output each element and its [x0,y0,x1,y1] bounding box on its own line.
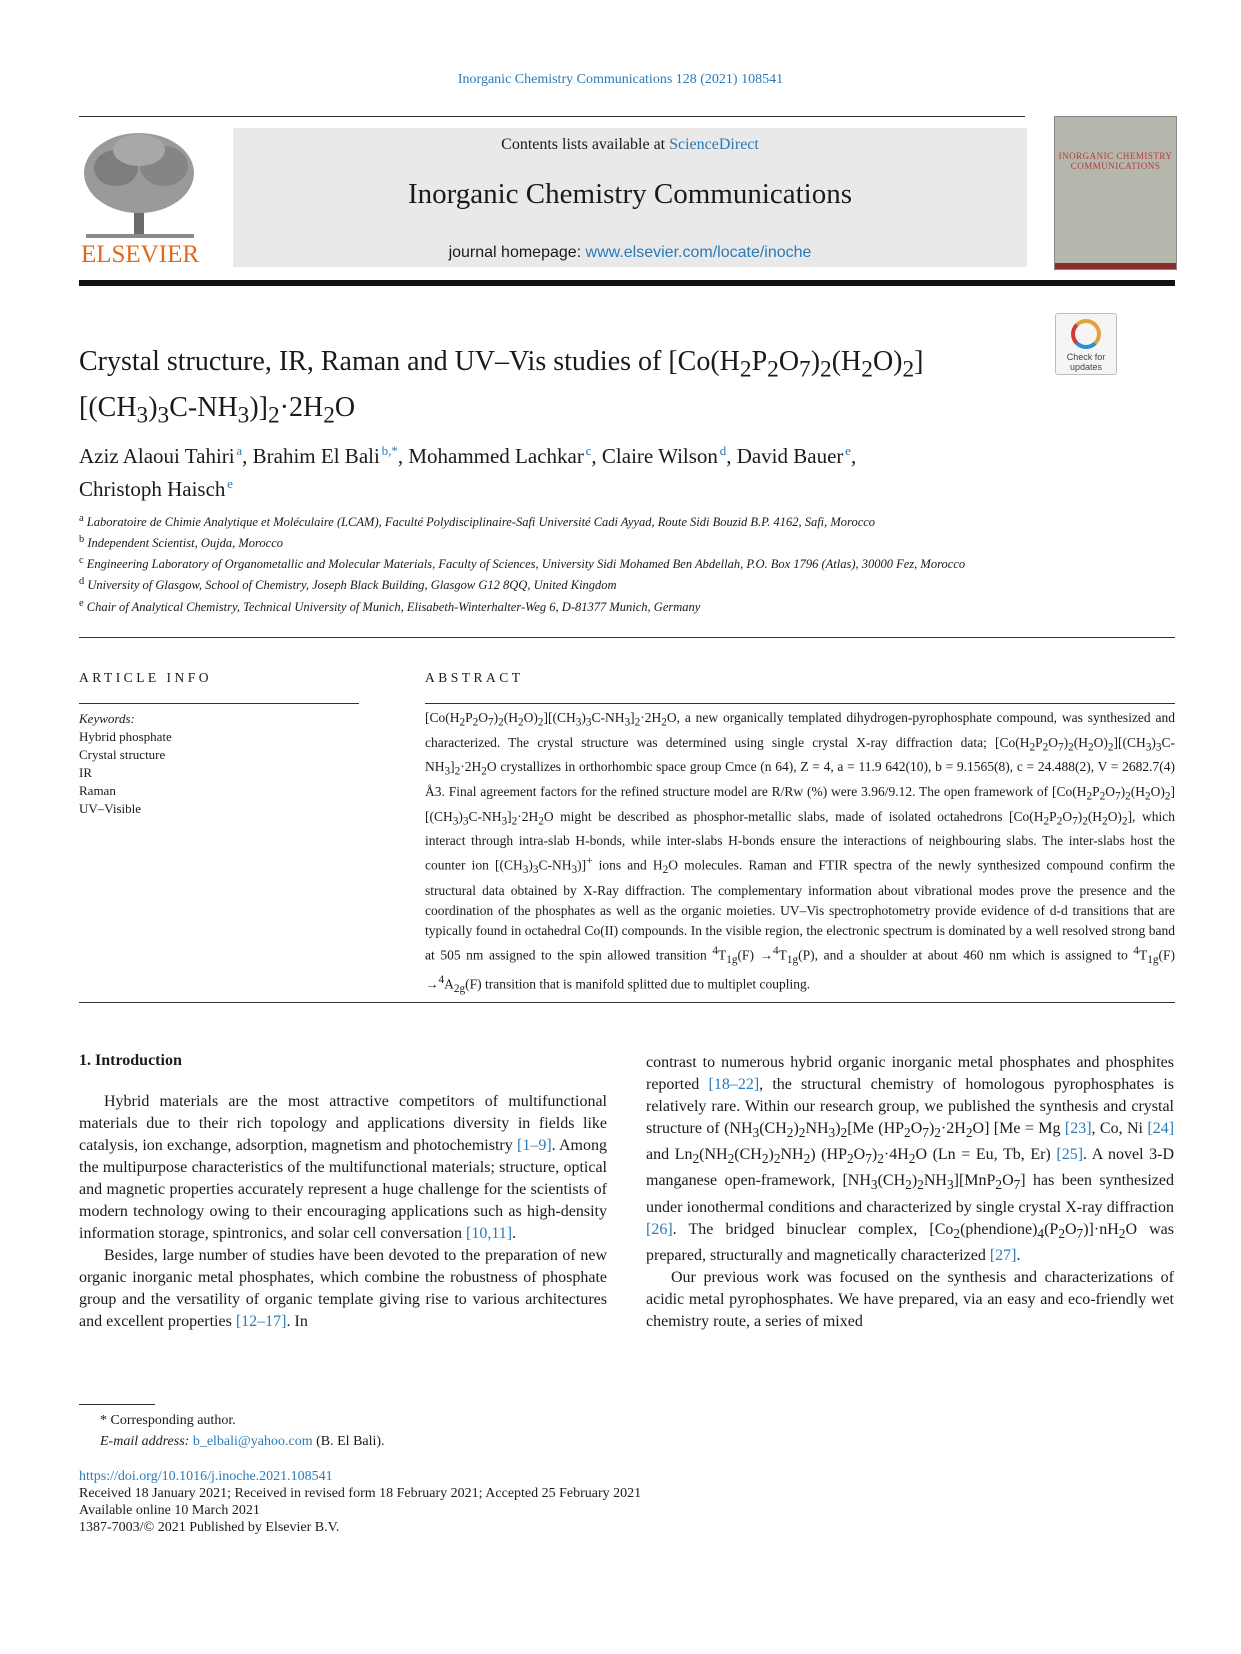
header-thick-rule [79,280,1175,286]
cover-title: INORGANIC CHEMISTRY COMMUNICATIONS [1058,151,1173,171]
article-title: Crystal structure, IR, Raman and UV–Vis studies of $[Co(H_2P_2O_7)_2(H_2O)_2]$ $[(CH_3)_3C-NH_3)]_2\cdot 2H_2O$ [79,346,924,429]
citation-link[interactable]: [23] [1064,1120,1092,1137]
email-link[interactable]: b_elbali@yahoo.com [192,1434,313,1449]
cover-stripe [1055,263,1176,269]
keywords-label: Keywords: [79,711,135,726]
header-rule [79,116,1025,117]
email-suffix: (B. El Bali). [312,1434,385,1449]
citation-link[interactable]: [27] [989,1246,1017,1264]
keyword: Crystal structure [79,747,166,762]
affiliation: $^b$ Independent Scientist, Oujda, Morocco [79,534,283,551]
check-updates-label: Check for updates [1066,352,1106,372]
body-paragraph: Hybrid materials are the most attractive competitors of multifunctional materials due to their rich topology and applications diversity in fields like catalysis, ion exchange, adsorption, magnetism and photochemistry [1–9]. Among the multipurpose characteristics of the multifunctional materials; structure, optical and magnetic properties accurately represent a huge challenge for the scientists of modern technology owing to their encouraging applications such as high-density information storage, spintronics, and solar cell conversation [10,11]. [79,1093,607,1242]
email-line [100,1431,385,1452]
abstract-text: $[Co(H_2P_2O_7)_2(H_2O)_2][(CH_3)_3C-NH_3]_2\cdot 2H_2O$, a new organically templated dihydrogen-pyrophosphate compound, was synthesized and characterized. The crystal structure was determined using single crystal X-ray diffraction data; $[Co(H_2P_2O_7)_2(H_2O)_2][(CH_3)_3C-NH_3]_2\cdot 2H_2O$ crystallizes in orthorhombic space group Cmce (n 64), Z = 4, a = 11.9 642(10), b = 9.1565(8), c = 24.488(2), V = 2682.7(4) Å3. Final agreement factors for the refined structure model are R/Rw (%) were 3.96/9.12. The open framework of $[Co(H_2P_2O_7)_2(H_2O)_2][(CH_3)_3C-NH_3]_2\cdot 2H_2O$ might be described as phosphor-metallic slabs, made of isolated octahedrons $[Co(H_2P_2O_7)_2(H_2O)_2]$, which interact through intra-slab H-bonds, while inter-slabs H-bonds ensure the interactions of neighbouring slabs. The inter-slabs host the counter ion $[(CH_3)_3C-NH_3)]^+$ ions and $H_2O$ molecules. Raman and FTIR spectra of the newly synthesized compound confirm the structural data obtained by X-Ray diffraction. The complementary information about vibrational modes prove the presence and the coordination of the phosphates as well as the organic moieties. UV–Vis spectrophotometry provide evidence of d-d transitions that are typically found in octahedral Co(II) compounds. In the visible region, the electronic spectrum is dominated by a well resolved strong band at 505 nm assigned to the spin allowed transition $^4T_{1g}(F) \to^4T_{1g}(P)$, and a shoulder at about 460 nm which is assigned to $^4T_{1g}(F) \to^4A_{2g}(F)$ transition that is manifold splitted due to multiplet coupling. [425,710,1175,995]
body-paragraph: contrast to numerous hybrid organic inorganic metal phosphates and phosphites reported [18–22], the structural chemistry of homologous pyrophosphates is relatively rare. Within our research group, we published the synthesis and crystal structure of $(NH_3(CH_2)_2NH_3)_2[Me$ $(HP_2O_7)_2\cdot 2H_2O$] [Me = Mg [23], Co, Ni [24] and $Ln_2(NH_2(CH_2)_2NH_2)$ $(HP_2O_7)_2\cdot 4H_2O$ (Ln = Eu, Tb, Er) [25]. A novel 3-D manganese open-framework, $[NH_3(CH_2)_2NH_3][MnP_2O_7]$ has been synthesized under ionothermal conditions and characterized by single crystal X-ray diffraction [26]. The bridged binuclear complex, $[Co_2(phendione)_4(P_2O_7)]\cdot nH_2O$ was prepared, structurally and magnetically characterized [27]. [646,1054,1175,1264]
homepage-prefix: journal homepage: [448,244,586,261]
citation-link[interactable]: [18–22] [708,1076,760,1093]
affiliation: $^e$ Chair of Analytical Chemistry, Technical University of Munich, Elisabeth-Winterhalter-Weg 6, D-81377 Munich, Germany [79,597,701,614]
body-column-left [79,1050,607,1333]
author[interactable]: Aziz Alaoui Tahiri $^a$ [79,443,243,468]
affiliation: $^c$ Engineering Laboratory of Organometallic and Molecular Materials, Faculty of Sciences, University Sidi Mohamed Ben Abdellah, P.O. Box 1796 (Atlas), 30000 Fez, Morocco [79,555,966,572]
info-rule [79,703,359,704]
email-label: E-mail address: [100,1434,190,1449]
article-footer [79,1468,641,1536]
keyword: UV–Visible [79,801,142,816]
journal-name: Inorganic Chemistry Communications [407,178,853,210]
citation-link[interactable]: [12–17] [235,1313,287,1330]
author[interactable]: Brahim El Bali $^{b,*}$ [252,443,398,468]
citation-link[interactable]: [24] [1147,1120,1175,1137]
abstract-heading: ABSTRACT [425,670,524,685]
footnote-rule [79,1404,155,1405]
contents-prefix: Contents lists available at [501,136,670,153]
citation-link[interactable]: [26] [646,1220,673,1238]
footnote [100,1410,385,1452]
doi-link[interactable]: https://doi.org/10.1016/j.inoche.2021.108541 [79,1469,333,1484]
body-paragraph: Besides, large number of studies have been devoted to the preparation of new organic inorganic metal phosphates, which combine the robustness of phosphate group and the versatility of organic template giving rise to various architectures and excellent properties [12–17]. In [79,1247,607,1330]
body-paragraph: Our previous work was focused on the synthesis and characterizations of acidic metal pyrophosphates. We have prepared, via an easy and eco-friendly wet chemistry route, a series of mixed [646,1268,1174,1330]
elsevier-wordmark: ELSEVIER [80,241,200,268]
journal-citation[interactable]: Inorganic Chemistry Communications 128 (2021) 108541 [457,72,784,87]
citation-link[interactable]: [1–9] [516,1137,552,1154]
sciencedirect-link[interactable]: ScienceDirect [669,136,759,153]
elsevier-logo [76,128,204,268]
available-online: Available online 10 March 2021 [79,1503,260,1518]
introduction-heading: 1. Introduction [79,1052,182,1069]
check-for-updates-badge[interactable] [1055,313,1117,375]
author[interactable]: Claire Wilson $^d$ [601,443,727,468]
keyword: IR [79,765,92,780]
homepage-line [233,244,1027,262]
crossmark-icon [1071,319,1101,349]
journal-banner [233,128,1027,267]
affiliation: $^d$ University of Glasgow, School of Chemistry, Joseph Black Building, Glasgow G12 8QQ, United Kingdom [79,576,617,593]
corresponding-author-note: * Corresponding author. [100,1413,236,1428]
abstract-bottom-rule [79,1002,1175,1003]
author[interactable]: Christoph Haisch $^e$ [79,476,233,501]
body-column-right [646,1052,1174,1333]
affiliation-list [79,510,1039,616]
abstract-rule [425,703,1175,704]
author[interactable]: Mohammed Lachkar $^c$ [408,443,592,468]
elsevier-tree-icon [76,128,204,268]
copyright: 1387-7003/© 2021 Published by Elsevier B.V. [79,1520,340,1535]
affiliation: $^a$ Laboratoire de Chimie Analytique et Moléculaire (LCAM), Faculté Polydisciplinaire-Safi Université Cadi Ayyad, Route Sidi Bouzid B.P. 4162, Safi, Morocco [79,513,876,530]
author-list: Aziz Alaoui Tahiri $^a$, Brahim El Bali $^{b,*}$, Mohammed Lachkar $^c$, Claire Wilson $^d$, David Bauer $^e$, Christoph Haisch $^e$ [79,443,857,501]
citation-link[interactable]: [10,11] [466,1225,513,1242]
author[interactable]: David Bauer $^e$ [736,443,851,468]
journal-cover-thumbnail[interactable] [1054,116,1177,270]
contents-line [233,136,1027,154]
section-rule [79,637,1175,638]
article-info-heading: ARTICLE INFO [79,670,213,685]
homepage-link[interactable]: www.elsevier.com/locate/inoche [585,244,812,261]
keyword: Raman [79,783,116,798]
citation-link[interactable]: [25] [1056,1146,1084,1164]
keyword: Hybrid phosphate [79,729,172,744]
received-dates: Received 18 January 2021; Received in revised form 18 February 2021; Accepted 25 February 2021 [79,1486,642,1501]
keywords-block [79,710,359,818]
